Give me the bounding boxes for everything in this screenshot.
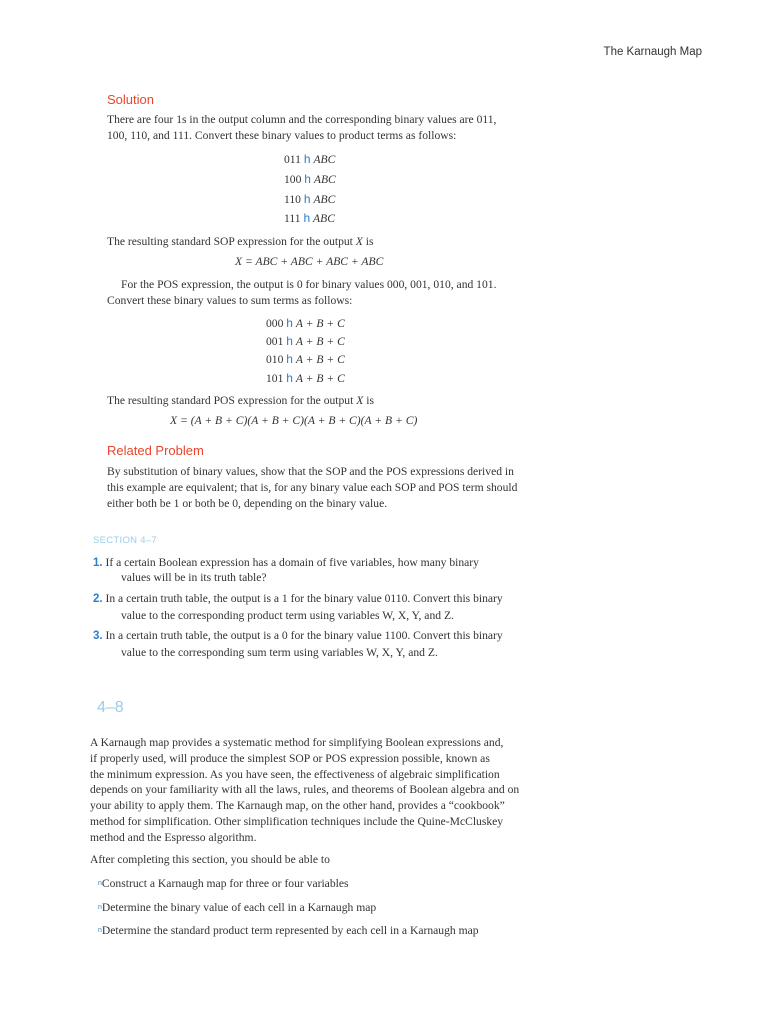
intro-line: depends on your familiarity with all the laws, rules, and theorems of Boolean algebra and on — [90, 783, 520, 796]
intro-line: your ability to apply them. The Karnaugh map, on the other hand, provides a “cookbook” — [90, 799, 505, 812]
sop-lead-tail: is — [362, 235, 374, 248]
objective-text: Determine the standard product term represented by each cell in a Karnaugh map — [101, 924, 479, 937]
sum-term-row — [266, 370, 345, 387]
solution-intro-line2: 100, 110, and 111. Convert these binary values to product terms as follows: — [107, 129, 457, 142]
review-question — [93, 628, 503, 644]
sum-term: A + B + C — [295, 335, 345, 348]
related-problem-line3: either both be 1 or both be 0, depending on the binary value. — [107, 497, 388, 510]
objective-item — [98, 923, 479, 939]
running-head: The Karnaugh Map — [603, 46, 702, 58]
pos-lead-text: The resulting standard POS expression for the output — [107, 394, 357, 407]
product-term-row — [284, 210, 335, 227]
sop-lead-var: X — [355, 235, 363, 248]
sop-expression: X = ABC + ABC + ABC + ABC — [235, 255, 384, 268]
objective-text: Determine the binary value of each cell in a Karnaugh map — [101, 901, 377, 914]
question-text: If a certain Boolean expression has a domain of five variables, how many binary — [105, 556, 479, 569]
binary-value: 101 — [266, 372, 284, 385]
intro-line: A Karnaugh map provides a systematic method for simplifying Boolean expressions and, — [90, 736, 504, 749]
arrow-icon: h — [304, 172, 311, 186]
sum-term-row — [266, 315, 345, 332]
question-number: 2. — [93, 593, 103, 605]
intro-line: if properly used, will produce the simplest SOP or POS expression possible, known as — [90, 752, 490, 765]
sop-lead — [107, 234, 374, 250]
question-continuation: value to the corresponding product term using variables W, X, Y, and Z. — [121, 609, 454, 622]
objective-item — [98, 900, 376, 916]
related-problem-line2: this example are equivalent; that is, for any binary value each SOP and POS term should — [107, 481, 518, 494]
objective-item — [98, 876, 349, 892]
pos-lead-tail: is — [363, 394, 374, 407]
arrow-icon: h — [286, 371, 293, 385]
sum-term: A + B + C — [295, 372, 345, 385]
binary-value: 100 — [284, 173, 302, 186]
question-text: In a certain truth table, the output is a 1 for the binary value 0110. Convert this binary — [105, 592, 503, 605]
sum-term-row — [266, 351, 345, 368]
binary-value: 000 — [266, 317, 284, 330]
sum-term: A + B + C — [295, 353, 345, 366]
arrow-icon: h — [303, 211, 311, 225]
bullet-icon: n — [98, 927, 102, 934]
arrow-icon: h — [303, 192, 311, 206]
product-term: ABC — [313, 193, 336, 206]
review-question — [93, 555, 479, 571]
question-text: In a certain truth table, the output is a 0 for the binary value 1100. Convert this binary — [105, 629, 503, 642]
pos-lead-var: X — [356, 394, 364, 407]
question-number: 1. — [93, 557, 103, 569]
pos-lead — [107, 393, 374, 409]
question-number: 3. — [93, 630, 103, 642]
intro-line: method for simplification. Other simplification techniques include the Quine-McCluskey — [90, 815, 504, 828]
pos-expression: X = (A + B + C)(A + B + C)(A + B + C)(A + B + C) — [170, 414, 418, 427]
arrow-icon: h — [286, 316, 293, 330]
objective-text: Construct a Karnaugh map for three or four variables — [101, 877, 349, 890]
bullet-icon: n — [98, 904, 102, 911]
question-continuation: values will be in its truth table? — [121, 571, 267, 584]
binary-value: 111 — [284, 212, 301, 225]
review-question — [93, 591, 503, 607]
question-continuation: value to the corresponding sum term using variables W, X, Y, and Z. — [121, 646, 438, 659]
arrow-icon: h — [303, 152, 311, 166]
product-term: ABC — [313, 173, 336, 186]
binary-value: 110 — [284, 193, 301, 206]
sop-lead-text: The resulting standard SOP expression for the output — [107, 235, 356, 248]
intro-line: method and the Espresso algorithm. — [90, 831, 257, 844]
bullet-icon: n — [98, 880, 102, 887]
product-term-row — [284, 151, 335, 168]
objectives-lead: After completing this section, you should be able to — [90, 853, 330, 866]
section-number: 4–8 — [97, 699, 124, 716]
product-term-row — [284, 171, 336, 188]
product-term: ABC — [313, 212, 335, 225]
arrow-icon: h — [286, 352, 293, 366]
product-term: ABC — [313, 153, 336, 166]
product-term-row — [284, 191, 335, 208]
solution-intro-line1: There are four 1s in the output column and the corresponding binary values are 011, — [107, 113, 497, 126]
solution-heading: Solution — [107, 92, 154, 107]
section-review-tag: SECTION 4–7 — [93, 535, 158, 546]
pos-intro-line1: For the POS expression, the output is 0 for binary values 000, 001, 010, and 101. — [121, 278, 497, 291]
sum-term: A + B + C — [295, 317, 345, 330]
sum-term-row — [266, 333, 345, 350]
pos-intro-line2: Convert these binary values to sum terms as follows: — [107, 294, 353, 307]
related-problem-line1: By substitution of binary values, show that the SOP and the POS expressions derived in — [107, 465, 514, 478]
related-problem-heading: Related Problem — [107, 443, 204, 458]
binary-value: 011 — [284, 153, 301, 166]
binary-value: 010 — [266, 353, 284, 366]
intro-line: the minimum expression. As you have seen, the effectiveness of algebraic simplification — [90, 768, 500, 781]
arrow-icon: h — [286, 334, 293, 348]
binary-value: 001 — [266, 335, 284, 348]
